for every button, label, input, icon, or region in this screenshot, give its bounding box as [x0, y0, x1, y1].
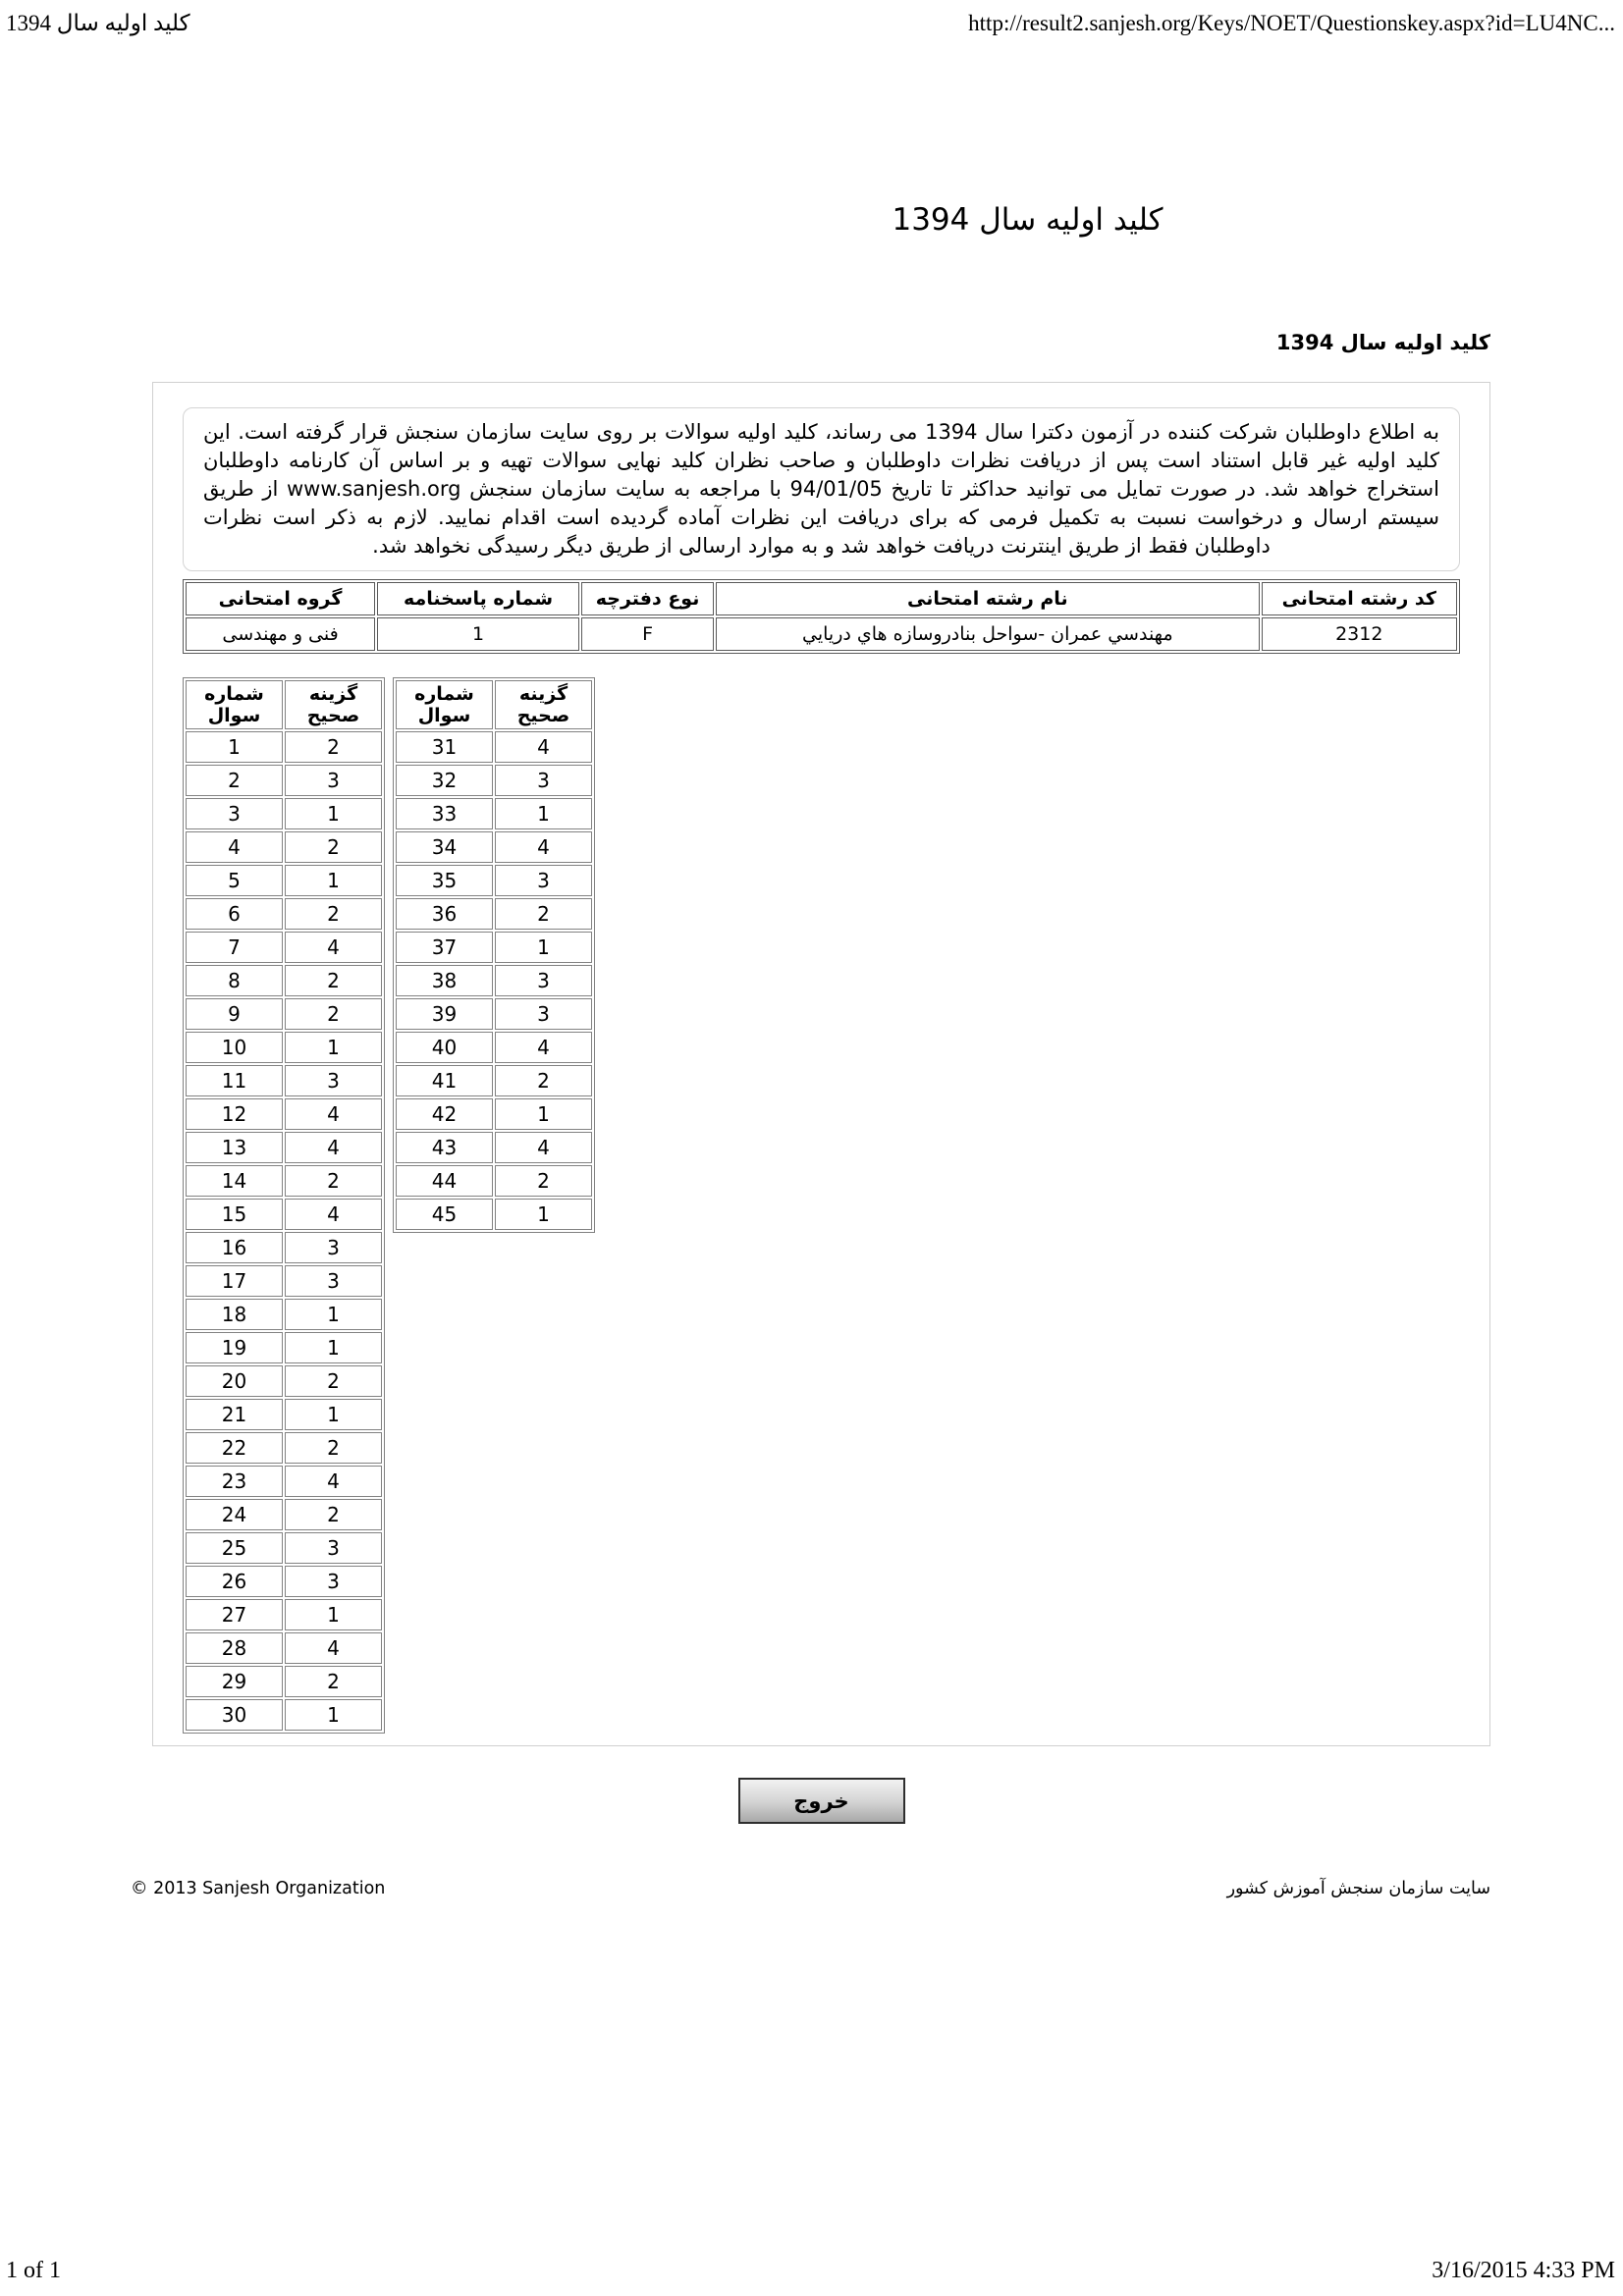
header-booklet-type: نوع دفترچه	[581, 582, 714, 615]
correct-option-cell: 4	[285, 1132, 382, 1163]
button-row	[152, 1778, 1490, 1824]
answer-row	[396, 1032, 592, 1063]
answer-row	[186, 1666, 382, 1697]
answer-row	[396, 798, 592, 829]
question-number-cell: 9	[186, 998, 283, 1030]
correct-option-cell: 3	[495, 765, 592, 796]
question-number-cell: 32	[396, 765, 493, 796]
correct-option-cell: 1	[285, 798, 382, 829]
section-heading: کلید اولیه سال 1394	[1275, 331, 1490, 354]
exit-button[interactable]: خروج	[738, 1778, 905, 1824]
question-number-cell: 35	[396, 865, 493, 896]
answer-row	[186, 1098, 382, 1130]
question-number-cell: 41	[396, 1065, 493, 1096]
answer-row	[186, 1299, 382, 1330]
question-number-cell: 26	[186, 1566, 283, 1597]
answer-row	[186, 1466, 382, 1497]
question-number-cell: 6	[186, 898, 283, 930]
correct-option-cell: 3	[285, 1532, 382, 1564]
answer-row	[186, 831, 382, 863]
correct-option-cell: 1	[285, 1399, 382, 1430]
question-number-cell: 43	[396, 1132, 493, 1163]
question-number-cell: 2	[186, 765, 283, 796]
question-number-cell: 7	[186, 932, 283, 963]
question-number-cell: 39	[396, 998, 493, 1030]
correct-option-cell: 4	[495, 831, 592, 863]
answer-row	[396, 731, 592, 763]
correct-option-cell: 2	[495, 898, 592, 930]
answer-row	[186, 1632, 382, 1664]
answer-row	[186, 1065, 382, 1096]
print-header-url: http://result2.sanjesh.org/Keys/NOET/Questionskey.aspx?id=LU4NC...	[968, 11, 1615, 35]
exam-info-header-row	[186, 582, 1457, 615]
answer-row	[396, 1165, 592, 1197]
answer-row	[186, 1265, 382, 1297]
print-header	[0, 0, 1623, 37]
correct-option-cell: 2	[285, 1499, 382, 1530]
answer-row	[186, 1532, 382, 1564]
site-footer	[131, 1878, 1490, 1899]
correct-option-cell: 3	[285, 1065, 382, 1096]
answer-key-tables	[183, 677, 1460, 1734]
question-number-cell: 12	[186, 1098, 283, 1130]
answer-row	[396, 998, 592, 1030]
answer-row	[186, 998, 382, 1030]
question-number-cell: 24	[186, 1499, 283, 1530]
question-number-cell: 27	[186, 1599, 283, 1630]
answer-row	[396, 1065, 592, 1096]
correct-option-cell: 4	[285, 1466, 382, 1497]
correct-option-cell: 2	[285, 965, 382, 996]
question-number-cell: 31	[396, 731, 493, 763]
question-number-cell: 10	[186, 1032, 283, 1063]
notice-paragraph: به اطلاع داوطلبان شرکت کننده در آزمون دکترا سال 1394 می رساند، کلید اولیه سوالات بر روی سایت سازمان سنجش قرار گرفته است. این کلید اولیه غیر قابل استناد است پس از دریافت نظرات داوطلبان و صاحب نظران کلید نهایی سوالات تهیه و بر اساس آن کارنامه داوطلبان استخراج خواهد شد. در صورت تمایل می توانید حداکثر تا تاریخ 94/01/05 با مراجعه به سایت سازمان سنجش www.sanjesh.org از طریق سیستم ارسال و درخواست نسبت به تکمیل فرمی که برای دریافت این نظرات آماده گردیده است اقدام نمایید. لازم به ذکر است نظرات داوطلبان فقط از طریق اینترنت دریافت خواهد شد و به موارد ارسالی از طریق دیگر رسیدگی نخواهد شد.	[183, 407, 1460, 571]
answer-row	[186, 765, 382, 796]
header-exam-code: کد رشته امتحانی	[1262, 582, 1457, 615]
answer-row	[186, 932, 382, 963]
answer-row	[186, 1699, 382, 1731]
cell-exam-group: فنی و مهندسی	[186, 617, 375, 651]
answer-row	[186, 965, 382, 996]
question-number-cell: 3	[186, 798, 283, 829]
exam-info-data-row	[186, 617, 1457, 651]
question-number-cell: 18	[186, 1299, 283, 1330]
question-number-cell: 5	[186, 865, 283, 896]
main-content	[131, 329, 1490, 1899]
correct-option-cell: 2	[285, 1165, 382, 1197]
question-number-cell: 16	[186, 1232, 283, 1263]
answer-row	[396, 1199, 592, 1230]
question-number-cell: 19	[186, 1332, 283, 1363]
answer-row	[396, 831, 592, 863]
header-question-number: شماره سوال	[396, 680, 493, 729]
page-number: 1 of 1	[6, 2258, 61, 2283]
correct-option-cell: 3	[285, 1265, 382, 1297]
correct-option-cell: 4	[285, 932, 382, 963]
correct-option-cell: 4	[285, 1199, 382, 1230]
answer-header-row	[186, 680, 382, 729]
question-number-cell: 15	[186, 1199, 283, 1230]
question-number-cell: 1	[186, 731, 283, 763]
correct-option-cell: 1	[285, 1599, 382, 1630]
answer-row	[186, 1199, 382, 1230]
question-number-cell: 13	[186, 1132, 283, 1163]
print-timestamp: 3/16/2015 4:33 PM	[1432, 2258, 1615, 2283]
question-number-cell: 28	[186, 1632, 283, 1664]
question-number-cell: 25	[186, 1532, 283, 1564]
answer-row	[396, 932, 592, 963]
correct-option-cell: 2	[495, 1165, 592, 1197]
answer-row	[396, 1132, 592, 1163]
correct-option-cell: 2	[285, 998, 382, 1030]
header-question-number: شماره سوال	[186, 680, 283, 729]
question-number-cell: 11	[186, 1065, 283, 1096]
correct-option-cell: 1	[285, 1699, 382, 1731]
answer-row	[396, 898, 592, 930]
question-number-cell: 34	[396, 831, 493, 863]
cell-booklet-type: F	[581, 617, 714, 651]
answer-row	[186, 1132, 382, 1163]
page-title: کلید اولیه سال 1394	[892, 202, 1163, 238]
correct-option-cell: 3	[285, 765, 382, 796]
answer-row	[186, 1332, 382, 1363]
correct-option-cell: 2	[285, 731, 382, 763]
answer-row	[186, 1399, 382, 1430]
question-number-cell: 14	[186, 1165, 283, 1197]
question-number-cell: 4	[186, 831, 283, 863]
correct-option-cell: 1	[285, 1032, 382, 1063]
answer-row	[186, 1365, 382, 1397]
correct-option-cell: 1	[285, 1332, 382, 1363]
content-panel	[152, 382, 1490, 1746]
answer-row	[186, 1165, 382, 1197]
correct-option-cell: 4	[285, 1098, 382, 1130]
question-number-cell: 36	[396, 898, 493, 930]
correct-option-cell: 1	[495, 1098, 592, 1130]
answer-row	[186, 1232, 382, 1263]
header-major-name: نام رشته امتحانی	[716, 582, 1259, 615]
question-number-cell: 37	[396, 932, 493, 963]
exam-info-table	[183, 579, 1460, 654]
correct-option-cell: 4	[495, 1032, 592, 1063]
answer-row	[396, 1098, 592, 1130]
cell-major-name: مهندسي عمران -سواحل بنادروسازه هاي دريايي	[716, 617, 1259, 651]
answer-row	[186, 798, 382, 829]
answer-row	[186, 1566, 382, 1597]
answer-row	[186, 1432, 382, 1464]
answer-row	[186, 898, 382, 930]
cell-exam-code: 2312	[1262, 617, 1457, 651]
correct-option-cell: 1	[495, 932, 592, 963]
answer-row	[186, 1599, 382, 1630]
correct-option-cell: 2	[285, 831, 382, 863]
correct-option-cell: 3	[495, 965, 592, 996]
correct-option-cell: 4	[495, 1132, 592, 1163]
answer-table-q1-30	[183, 677, 385, 1734]
copyright-text: © 2013 Sanjesh Organization	[131, 1879, 386, 1898]
correct-option-cell: 1	[495, 798, 592, 829]
answer-row	[186, 1499, 382, 1530]
cell-sheet-number: 1	[377, 617, 579, 651]
site-name-text: سایت سازمان سنجش آموزش کشور	[1226, 1879, 1490, 1898]
correct-option-cell: 2	[495, 1065, 592, 1096]
answer-header-row	[396, 680, 592, 729]
correct-option-cell: 2	[285, 1432, 382, 1464]
correct-option-cell: 1	[495, 1199, 592, 1230]
header-correct-option: گزینه صحیح	[285, 680, 382, 729]
correct-option-cell: 2	[285, 1666, 382, 1697]
header-exam-group: گروه امتحانی	[186, 582, 375, 615]
question-number-cell: 30	[186, 1699, 283, 1731]
question-number-cell: 44	[396, 1165, 493, 1197]
correct-option-cell: 3	[285, 1566, 382, 1597]
answer-row	[396, 965, 592, 996]
question-number-cell: 17	[186, 1265, 283, 1297]
correct-option-cell: 2	[285, 898, 382, 930]
question-number-cell: 45	[396, 1199, 493, 1230]
answer-table-q31-45	[393, 677, 595, 1233]
answer-row	[396, 865, 592, 896]
question-number-cell: 33	[396, 798, 493, 829]
correct-option-cell: 1	[285, 1299, 382, 1330]
answer-row	[186, 731, 382, 763]
correct-option-cell: 2	[285, 1365, 382, 1397]
correct-option-cell: 4	[495, 731, 592, 763]
answer-row	[186, 865, 382, 896]
print-footer	[6, 2258, 1615, 2284]
question-number-cell: 42	[396, 1098, 493, 1130]
correct-option-cell: 3	[495, 998, 592, 1030]
question-number-cell: 38	[396, 965, 493, 996]
correct-option-cell: 3	[495, 865, 592, 896]
header-correct-option: گزینه صحیح	[495, 680, 592, 729]
correct-option-cell: 3	[285, 1232, 382, 1263]
question-number-cell: 8	[186, 965, 283, 996]
question-number-cell: 40	[396, 1032, 493, 1063]
answer-row	[186, 1032, 382, 1063]
header-sheet-number: شماره پاسخنامه	[377, 582, 579, 615]
correct-option-cell: 4	[285, 1632, 382, 1664]
print-header-document-title: کلید اولیه سال 1394	[6, 11, 190, 35]
question-number-cell: 21	[186, 1399, 283, 1430]
correct-option-cell: 1	[285, 865, 382, 896]
question-number-cell: 22	[186, 1432, 283, 1464]
question-number-cell: 20	[186, 1365, 283, 1397]
question-number-cell: 29	[186, 1666, 283, 1697]
question-number-cell: 23	[186, 1466, 283, 1497]
answer-row	[396, 765, 592, 796]
